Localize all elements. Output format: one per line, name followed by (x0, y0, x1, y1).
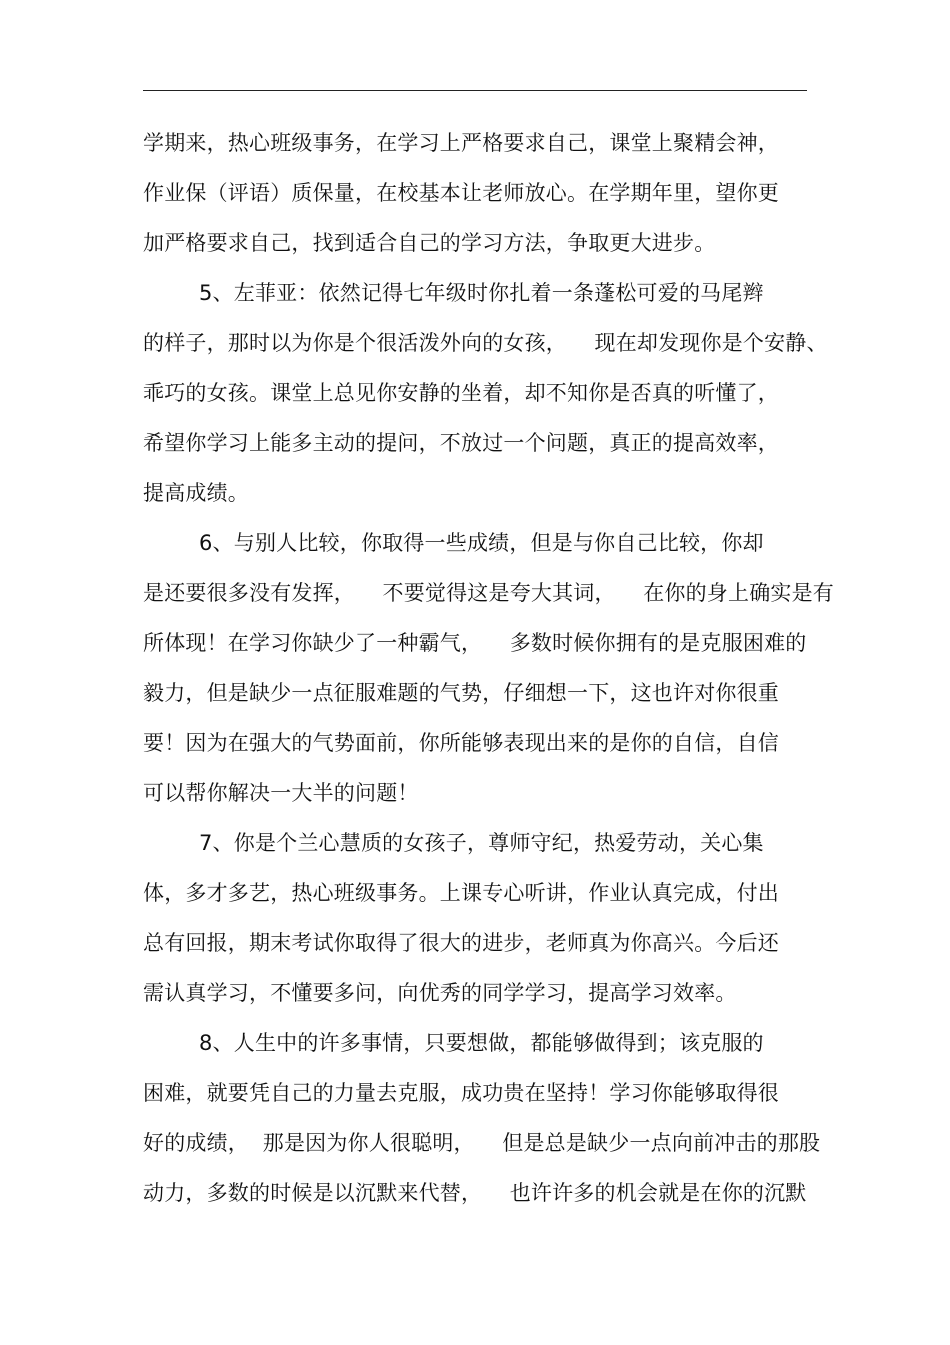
text-line: 要！因为在强大的气势面前，你所能够表现出来的是你的自信，自信 (143, 731, 779, 755)
text-line: 体，多才多艺，热心班级事务。上课专心听讲，作业认真完成，付出 (143, 881, 779, 905)
text-line: 提高成绩。 (143, 481, 249, 505)
text-line: 总有回报，期末考试你取得了很大的进步，老师真为你高兴。今后还 (143, 931, 779, 955)
header-rule (143, 90, 807, 91)
text-line: 困难，就要凭自己的力量去克服，成功贵在坚持！学习你能够取得很 (143, 1081, 779, 1105)
text-line: 加严格要求自己，找到适合自己的学习方法，争取更大进步。 (143, 231, 716, 255)
body-text (143, 124, 834, 1224)
text-line: 的样子，那时以为你是个很活泼外向的女孩， 现在却发现你是个安静、 (143, 331, 828, 355)
paragraph-start-7: 7、你是个兰心慧质的女孩子，尊师守纪，热爱劳动，关心集 (199, 831, 764, 855)
text-line: 乖巧的女孩。课堂上总见你安静的坐着，却不知你是否真的听懂了， (143, 381, 779, 405)
text-line: 希望你学习上能多主动的提问，不放过一个问题，真正的提高效率， (143, 431, 779, 455)
text-line: 作业保（评语）质保量，在校基本让老师放心。在学期年里，望你更 (143, 181, 779, 205)
text-line: 是还要很多没有发挥， 不要觉得这是夸大其词， 在你的身上确实是有 (143, 581, 834, 605)
text-line: 好的成绩， 那是因为你人很聪明， 但是总是缺少一点向前冲击的那股 (143, 1131, 821, 1155)
paragraph-start-8: 8、人生中的许多事情，只要想做，都能够做得到；该克服的 (199, 1031, 764, 1055)
text-line: 毅力，但是缺少一点征服难题的气势，仔细想一下，这也许对你很重 (143, 681, 779, 705)
paragraph-start-6: 6、与别人比较，你取得一些成绩，但是与你自己比较，你却 (199, 531, 764, 555)
text-line: 动力，多数的时候是以沉默来代替， 也许许多的机会就是在你的沉默 (143, 1181, 807, 1205)
paragraph-start-5: 5、左菲亚：依然记得七年级时你扎着一条蓬松可爱的马尾辫 (199, 281, 764, 305)
text-line: 所体现！在学习你缺少了一种霸气， 多数时候你拥有的是克服困难的 (143, 631, 807, 655)
text-line: 需认真学习，不懂要多问，向优秀的同学学习，提高学习效率。 (143, 981, 737, 1005)
text-line: 学期来，热心班级事务，在学习上严格要求自己，课堂上聚精会神， (143, 131, 779, 155)
text-line: 可以帮你解决一大半的问题！ (143, 781, 419, 805)
